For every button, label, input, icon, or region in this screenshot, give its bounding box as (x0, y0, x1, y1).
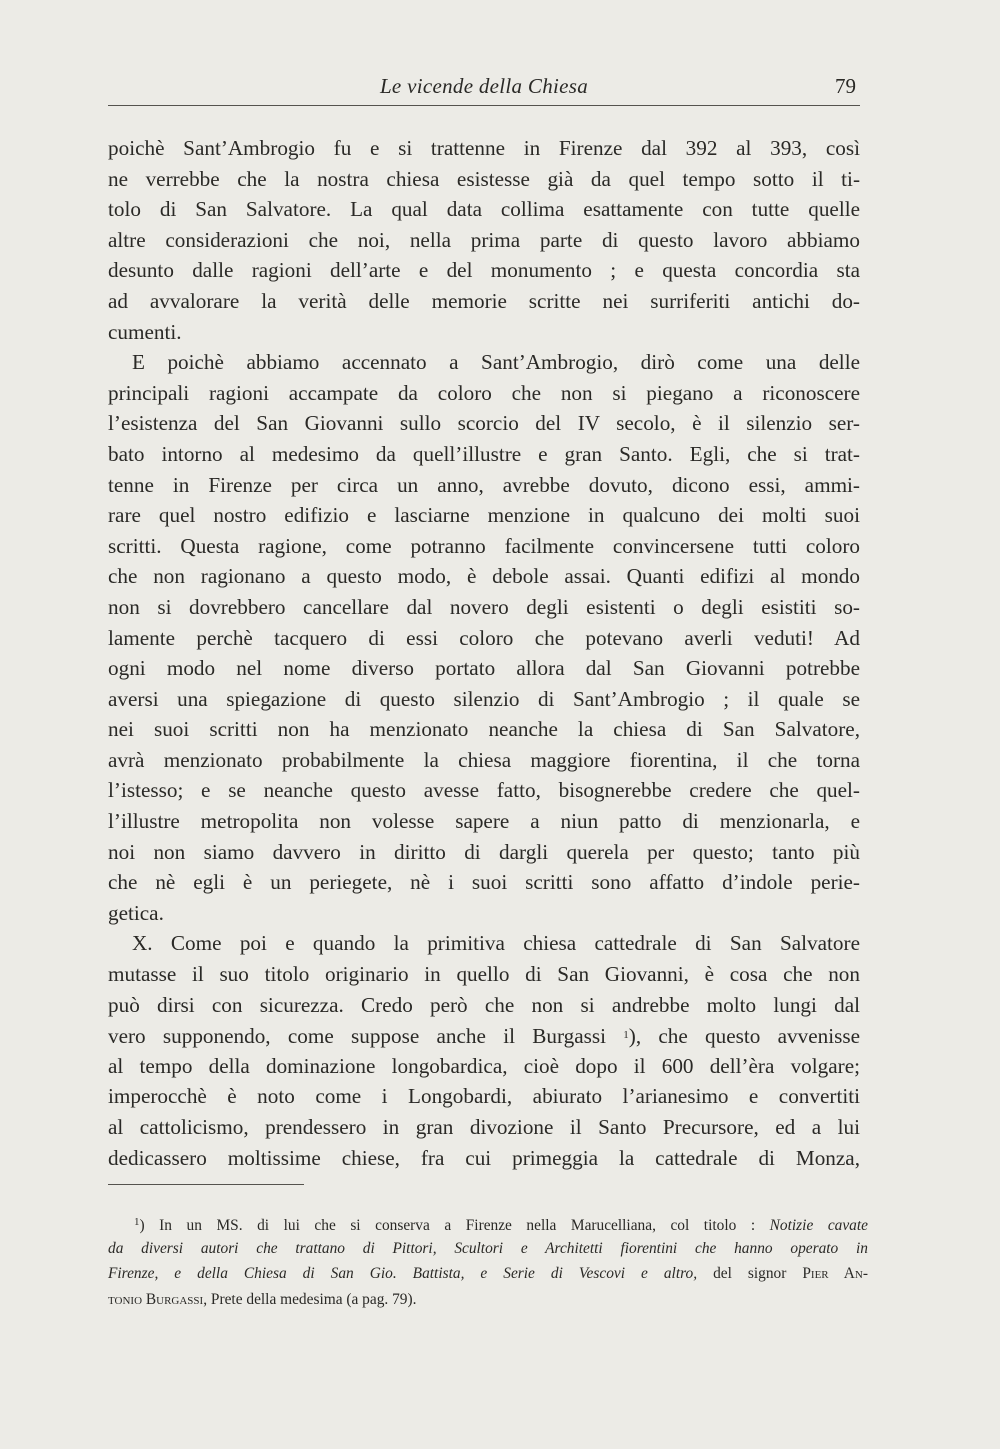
text-fragment: vero supponendo, come suppose anche il Burgassi (108, 1024, 606, 1049)
text-line: dedicassero moltissime chiese, fra cui primeggia la cattedrale di Monza, (108, 1145, 860, 1170)
text-line: ne verrebbe che la nostra chiesa esistesse già da quel tempo sotto il ti- (108, 166, 860, 191)
footnote-line (108, 1210, 868, 1236)
text-line: bato intorno al medesimo da quell’illustre e gran Santo. Egli, che si trat- (108, 441, 860, 466)
text-line: tolo di San Salvatore. La qual data collima esattamente con tutte quelle (108, 197, 860, 222)
footnote-line (108, 1261, 868, 1287)
text-line: l’illustre metropolita non volesse sapere a niun patto di menzionarla, e (108, 809, 860, 834)
footnote-title: Firenze, e della Chiesa di San Gio. Battista, e Serie di Vescovi e altro, (108, 1265, 698, 1282)
footnote-text: del signor (697, 1265, 803, 1282)
text-line: E poichè abbiamo accennato a Sant’Ambrogio, dirò come una delle (132, 350, 860, 375)
text-line: nei suoi scritti non ha menzionato neanche la chiesa di San Salvatore, (108, 717, 860, 742)
footnote (108, 1210, 868, 1312)
text-line: lamente perchè tacquero di essi coloro che potevano averli veduti! Ad (108, 625, 860, 650)
header-rule (108, 105, 860, 106)
footnote-text: , Prete della medesima (a pag. 79). (203, 1290, 417, 1308)
text-line: scritti. Questa ragione, come potranno facilmente convincersene tutti coloro (108, 533, 860, 558)
page-number: 79 (835, 74, 856, 98)
running-title: Le vicende della Chiesa (379, 74, 589, 98)
footnote-reference[interactable]: 1 (623, 1029, 629, 1042)
author-name: Pier An- (802, 1265, 868, 1282)
text-line: noi non siamo davvero in diritto di dargli querela per questo; tanto più (108, 839, 860, 864)
text-line: al tempo della dominazione longobardica, cioè dopo il 600 dell’èra volgare; (108, 1053, 860, 1078)
footnote-text: ) In un MS. di lui che si conserva a Firenze nella Marucelliana, col titolo : (139, 1217, 770, 1234)
text-line: ogni modo nel nome diverso portato allora dal San Giovanni potrebbe (108, 656, 860, 681)
text-line: che non ragionano a questo modo, è debole assai. Quanti edifizi al mondo (108, 564, 860, 589)
footnote-marker: 1 (134, 1216, 140, 1228)
text-line: principali ragioni accampate da coloro che non si piegano a riconoscere (108, 380, 860, 405)
text-fragment: ), che questo avvenisse (628, 1024, 860, 1049)
footnote-rule (108, 1184, 304, 1185)
text-line: X. Come poi e quando la primitiva chiesa cattedrale di San Salvatore (132, 931, 860, 956)
text-line: altre considerazioni che noi, nella prima parte di questo lavoro abbiamo (108, 227, 860, 252)
footnote-title: Notizie cavate (769, 1217, 868, 1234)
text-line: che nè egli è un periegete, nè i suoi scritti sono affatto d’indole perie- (108, 870, 860, 895)
author-name: tonio Burgassi (108, 1290, 204, 1308)
text-line: può dirsi con sicurezza. Credo però che non si andrebbe molto lungi dal (108, 992, 860, 1017)
text-line: al cattolicismo, prendessero in gran divozione il Santo Precursore, ed a lui (108, 1115, 860, 1139)
text-line: cumenti. (108, 319, 182, 344)
text-line: l’istesso; e se neanche questo avesse fatto, bisognerebbe credere che quel- (108, 778, 860, 803)
text-line: aversi una spiegazione di questo silenzio di Sant’Ambrogio ; il quale se (108, 686, 860, 711)
text-line: desunto dalle ragioni dell’arte e del monumento ; e questa concordia sta (108, 258, 860, 283)
text-line: poichè Sant’Ambrogio fu e si trattenne in Firenze dal 392 al 393, così (108, 136, 860, 160)
text-line: rare quel nostro edifizio e lasciarne menzione in qualcuno dei molti suoi (108, 503, 860, 528)
text-line: getica. (108, 900, 164, 925)
text-line: tenne in Firenze per circa un anno, avrebbe dovuto, dicono essi, ammi- (108, 472, 860, 497)
text-line: l’esistenza del San Giovanni sullo scorcio del IV secolo, è il silenzio ser- (108, 411, 860, 436)
text-line: non si dovrebbero cancellare dal novero degli esistenti o degli esistiti so- (108, 594, 860, 619)
page-header (108, 74, 860, 104)
text-line: ad avvalorare la verità delle memorie scritte nei surriferiti antichi do- (108, 288, 860, 313)
text-line (108, 1020, 860, 1051)
text-line: avrà menzionato probabilmente la chiesa maggiore fiorentina, il che torna (108, 747, 860, 772)
text-line: mutasse il suo titolo originario in quello di San Giovanni, è cosa che non (108, 962, 860, 987)
footnote-title: da diversi autori che trattano di Pittori, Scultori e Architetti fiorentini che hanno operato in (108, 1239, 868, 1257)
text-line: imperocchè è noto come i Longobardi, abiurato l’arianesimo e convertiti (108, 1084, 860, 1109)
main-text (108, 133, 860, 1173)
footnote-line (108, 1287, 868, 1313)
